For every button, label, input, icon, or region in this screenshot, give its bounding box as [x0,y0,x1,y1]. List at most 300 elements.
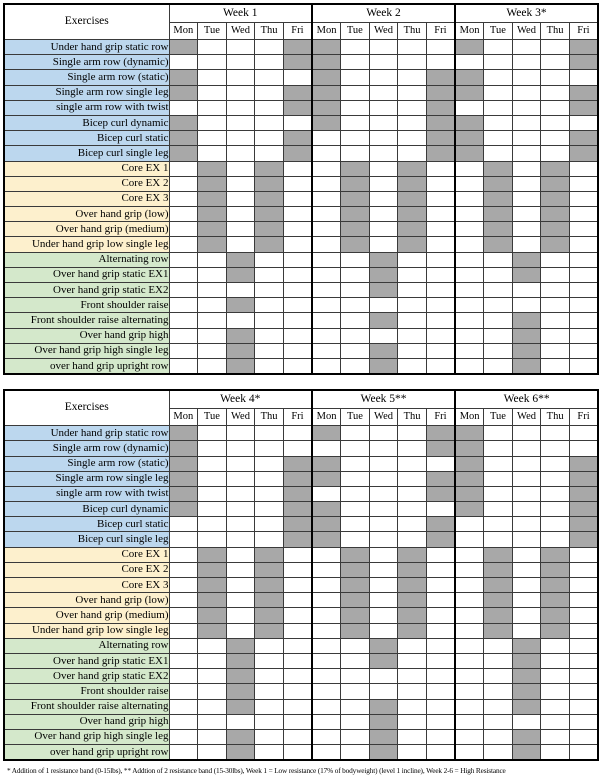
empty-cell[interactable] [541,426,570,441]
scheduled-cell[interactable] [169,471,198,486]
empty-cell[interactable] [226,222,255,237]
empty-cell[interactable] [541,115,570,130]
empty-cell[interactable] [455,358,484,374]
empty-cell[interactable] [341,283,370,298]
empty-cell[interactable] [341,714,370,729]
empty-cell[interactable] [541,55,570,70]
scheduled-cell[interactable] [569,486,598,501]
empty-cell[interactable] [341,471,370,486]
empty-cell[interactable] [569,207,598,222]
empty-cell[interactable] [484,252,513,267]
empty-cell[interactable] [426,638,455,653]
empty-cell[interactable] [255,502,284,517]
empty-cell[interactable] [341,131,370,146]
scheduled-cell[interactable] [484,562,513,577]
scheduled-cell[interactable] [255,623,284,638]
scheduled-cell[interactable] [569,100,598,115]
empty-cell[interactable] [369,562,398,577]
empty-cell[interactable] [312,638,341,653]
empty-cell[interactable] [426,608,455,623]
empty-cell[interactable] [341,298,370,313]
scheduled-cell[interactable] [512,358,541,374]
empty-cell[interactable] [283,313,312,328]
empty-cell[interactable] [198,471,227,486]
empty-cell[interactable] [455,55,484,70]
empty-cell[interactable] [283,191,312,206]
empty-cell[interactable] [312,562,341,577]
empty-cell[interactable] [341,638,370,653]
scheduled-cell[interactable] [541,608,570,623]
scheduled-cell[interactable] [312,115,341,130]
empty-cell[interactable] [255,471,284,486]
empty-cell[interactable] [398,343,427,358]
empty-cell[interactable] [512,517,541,532]
scheduled-cell[interactable] [255,593,284,608]
empty-cell[interactable] [198,684,227,699]
empty-cell[interactable] [541,456,570,471]
empty-cell[interactable] [312,313,341,328]
scheduled-cell[interactable] [226,298,255,313]
empty-cell[interactable] [541,653,570,668]
empty-cell[interactable] [484,313,513,328]
empty-cell[interactable] [255,532,284,547]
scheduled-cell[interactable] [398,608,427,623]
empty-cell[interactable] [255,456,284,471]
empty-cell[interactable] [312,699,341,714]
empty-cell[interactable] [369,70,398,85]
empty-cell[interactable] [341,70,370,85]
empty-cell[interactable] [426,669,455,684]
empty-cell[interactable] [398,252,427,267]
empty-cell[interactable] [541,283,570,298]
empty-cell[interactable] [398,283,427,298]
empty-cell[interactable] [169,517,198,532]
scheduled-cell[interactable] [283,471,312,486]
empty-cell[interactable] [226,486,255,501]
empty-cell[interactable] [569,638,598,653]
empty-cell[interactable] [484,441,513,456]
empty-cell[interactable] [312,207,341,222]
empty-cell[interactable] [198,131,227,146]
empty-cell[interactable] [541,638,570,653]
empty-cell[interactable] [369,486,398,501]
empty-cell[interactable] [341,486,370,501]
empty-cell[interactable] [569,237,598,252]
empty-cell[interactable] [312,328,341,343]
scheduled-cell[interactable] [198,578,227,593]
empty-cell[interactable] [283,252,312,267]
empty-cell[interactable] [369,146,398,161]
scheduled-cell[interactable] [312,532,341,547]
empty-cell[interactable] [484,146,513,161]
scheduled-cell[interactable] [398,593,427,608]
empty-cell[interactable] [569,669,598,684]
empty-cell[interactable] [455,623,484,638]
empty-cell[interactable] [569,714,598,729]
empty-cell[interactable] [341,252,370,267]
empty-cell[interactable] [426,252,455,267]
empty-cell[interactable] [426,684,455,699]
scheduled-cell[interactable] [341,593,370,608]
empty-cell[interactable] [169,608,198,623]
empty-cell[interactable] [283,328,312,343]
scheduled-cell[interactable] [455,146,484,161]
empty-cell[interactable] [341,426,370,441]
empty-cell[interactable] [398,653,427,668]
empty-cell[interactable] [226,456,255,471]
empty-cell[interactable] [255,699,284,714]
empty-cell[interactable] [169,267,198,282]
empty-cell[interactable] [255,441,284,456]
empty-cell[interactable] [455,562,484,577]
empty-cell[interactable] [455,161,484,176]
scheduled-cell[interactable] [455,85,484,100]
empty-cell[interactable] [512,55,541,70]
scheduled-cell[interactable] [226,729,255,744]
scheduled-cell[interactable] [169,85,198,100]
scheduled-cell[interactable] [226,699,255,714]
empty-cell[interactable] [541,517,570,532]
empty-cell[interactable] [255,100,284,115]
empty-cell[interactable] [169,207,198,222]
empty-cell[interactable] [198,267,227,282]
scheduled-cell[interactable] [369,283,398,298]
empty-cell[interactable] [512,115,541,130]
empty-cell[interactable] [426,562,455,577]
scheduled-cell[interactable] [226,638,255,653]
scheduled-cell[interactable] [226,669,255,684]
scheduled-cell[interactable] [426,131,455,146]
empty-cell[interactable] [512,532,541,547]
empty-cell[interactable] [198,502,227,517]
scheduled-cell[interactable] [169,502,198,517]
empty-cell[interactable] [226,714,255,729]
empty-cell[interactable] [484,502,513,517]
scheduled-cell[interactable] [312,502,341,517]
empty-cell[interactable] [398,714,427,729]
empty-cell[interactable] [226,471,255,486]
empty-cell[interactable] [169,593,198,608]
empty-cell[interactable] [226,517,255,532]
empty-cell[interactable] [283,222,312,237]
scheduled-cell[interactable] [426,70,455,85]
empty-cell[interactable] [198,714,227,729]
empty-cell[interactable] [169,161,198,176]
empty-cell[interactable] [198,358,227,374]
empty-cell[interactable] [169,343,198,358]
empty-cell[interactable] [198,653,227,668]
empty-cell[interactable] [512,146,541,161]
empty-cell[interactable] [455,745,484,761]
scheduled-cell[interactable] [369,638,398,653]
empty-cell[interactable] [369,100,398,115]
scheduled-cell[interactable] [198,207,227,222]
empty-cell[interactable] [541,684,570,699]
empty-cell[interactable] [569,328,598,343]
empty-cell[interactable] [398,684,427,699]
empty-cell[interactable] [484,70,513,85]
empty-cell[interactable] [426,237,455,252]
scheduled-cell[interactable] [455,115,484,130]
empty-cell[interactable] [169,547,198,562]
scheduled-cell[interactable] [255,562,284,577]
scheduled-cell[interactable] [369,358,398,374]
scheduled-cell[interactable] [341,237,370,252]
scheduled-cell[interactable] [312,517,341,532]
scheduled-cell[interactable] [341,608,370,623]
empty-cell[interactable] [198,441,227,456]
empty-cell[interactable] [255,298,284,313]
empty-cell[interactable] [226,502,255,517]
empty-cell[interactable] [512,486,541,501]
empty-cell[interactable] [569,653,598,668]
scheduled-cell[interactable] [541,623,570,638]
empty-cell[interactable] [226,562,255,577]
empty-cell[interactable] [312,578,341,593]
empty-cell[interactable] [569,745,598,761]
empty-cell[interactable] [198,70,227,85]
scheduled-cell[interactable] [512,313,541,328]
empty-cell[interactable] [398,328,427,343]
scheduled-cell[interactable] [312,70,341,85]
empty-cell[interactable] [312,176,341,191]
empty-cell[interactable] [169,653,198,668]
empty-cell[interactable] [484,40,513,55]
scheduled-cell[interactable] [198,176,227,191]
empty-cell[interactable] [226,608,255,623]
empty-cell[interactable] [484,638,513,653]
empty-cell[interactable] [369,115,398,130]
scheduled-cell[interactable] [512,267,541,282]
empty-cell[interactable] [198,699,227,714]
scheduled-cell[interactable] [569,471,598,486]
empty-cell[interactable] [369,207,398,222]
scheduled-cell[interactable] [341,222,370,237]
empty-cell[interactable] [541,146,570,161]
empty-cell[interactable] [484,532,513,547]
empty-cell[interactable] [569,547,598,562]
empty-cell[interactable] [398,456,427,471]
empty-cell[interactable] [512,131,541,146]
empty-cell[interactable] [341,343,370,358]
empty-cell[interactable] [198,40,227,55]
scheduled-cell[interactable] [341,191,370,206]
scheduled-cell[interactable] [569,517,598,532]
empty-cell[interactable] [426,298,455,313]
scheduled-cell[interactable] [283,131,312,146]
empty-cell[interactable] [398,471,427,486]
scheduled-cell[interactable] [312,100,341,115]
empty-cell[interactable] [398,55,427,70]
scheduled-cell[interactable] [541,593,570,608]
empty-cell[interactable] [341,669,370,684]
empty-cell[interactable] [569,176,598,191]
empty-cell[interactable] [255,55,284,70]
scheduled-cell[interactable] [569,532,598,547]
empty-cell[interactable] [369,456,398,471]
empty-cell[interactable] [341,85,370,100]
empty-cell[interactable] [369,517,398,532]
empty-cell[interactable] [255,252,284,267]
empty-cell[interactable] [398,313,427,328]
empty-cell[interactable] [369,578,398,593]
empty-cell[interactable] [484,699,513,714]
scheduled-cell[interactable] [283,517,312,532]
empty-cell[interactable] [341,115,370,130]
empty-cell[interactable] [541,328,570,343]
empty-cell[interactable] [226,161,255,176]
scheduled-cell[interactable] [369,343,398,358]
scheduled-cell[interactable] [512,252,541,267]
empty-cell[interactable] [455,608,484,623]
empty-cell[interactable] [341,502,370,517]
empty-cell[interactable] [512,161,541,176]
scheduled-cell[interactable] [541,161,570,176]
empty-cell[interactable] [426,456,455,471]
empty-cell[interactable] [283,623,312,638]
empty-cell[interactable] [512,298,541,313]
scheduled-cell[interactable] [255,547,284,562]
empty-cell[interactable] [455,237,484,252]
scheduled-cell[interactable] [541,176,570,191]
empty-cell[interactable] [169,532,198,547]
scheduled-cell[interactable] [455,131,484,146]
scheduled-cell[interactable] [169,456,198,471]
empty-cell[interactable] [455,532,484,547]
empty-cell[interactable] [341,100,370,115]
empty-cell[interactable] [198,456,227,471]
empty-cell[interactable] [226,532,255,547]
empty-cell[interactable] [283,714,312,729]
empty-cell[interactable] [541,298,570,313]
empty-cell[interactable] [455,653,484,668]
empty-cell[interactable] [312,623,341,638]
empty-cell[interactable] [283,283,312,298]
empty-cell[interactable] [369,237,398,252]
empty-cell[interactable] [512,471,541,486]
empty-cell[interactable] [484,456,513,471]
empty-cell[interactable] [569,115,598,130]
scheduled-cell[interactable] [484,176,513,191]
empty-cell[interactable] [341,146,370,161]
empty-cell[interactable] [369,593,398,608]
empty-cell[interactable] [255,714,284,729]
scheduled-cell[interactable] [512,638,541,653]
empty-cell[interactable] [283,699,312,714]
empty-cell[interactable] [169,176,198,191]
empty-cell[interactable] [541,502,570,517]
empty-cell[interactable] [369,502,398,517]
scheduled-cell[interactable] [312,426,341,441]
scheduled-cell[interactable] [512,729,541,744]
empty-cell[interactable] [398,131,427,146]
empty-cell[interactable] [169,669,198,684]
scheduled-cell[interactable] [255,237,284,252]
empty-cell[interactable] [283,593,312,608]
empty-cell[interactable] [569,343,598,358]
empty-cell[interactable] [312,547,341,562]
scheduled-cell[interactable] [569,85,598,100]
empty-cell[interactable] [198,638,227,653]
empty-cell[interactable] [226,283,255,298]
empty-cell[interactable] [398,298,427,313]
empty-cell[interactable] [484,669,513,684]
scheduled-cell[interactable] [226,267,255,282]
empty-cell[interactable] [569,441,598,456]
empty-cell[interactable] [512,623,541,638]
empty-cell[interactable] [169,252,198,267]
scheduled-cell[interactable] [169,115,198,130]
empty-cell[interactable] [198,313,227,328]
empty-cell[interactable] [283,562,312,577]
empty-cell[interactable] [455,176,484,191]
scheduled-cell[interactable] [226,684,255,699]
empty-cell[interactable] [341,267,370,282]
scheduled-cell[interactable] [455,471,484,486]
empty-cell[interactable] [398,267,427,282]
scheduled-cell[interactable] [283,55,312,70]
empty-cell[interactable] [369,532,398,547]
scheduled-cell[interactable] [198,191,227,206]
empty-cell[interactable] [255,146,284,161]
scheduled-cell[interactable] [283,100,312,115]
empty-cell[interactable] [198,55,227,70]
empty-cell[interactable] [169,358,198,374]
empty-cell[interactable] [426,313,455,328]
scheduled-cell[interactable] [283,532,312,547]
scheduled-cell[interactable] [369,313,398,328]
empty-cell[interactable] [255,283,284,298]
empty-cell[interactable] [484,729,513,744]
empty-cell[interactable] [569,684,598,699]
empty-cell[interactable] [541,131,570,146]
empty-cell[interactable] [283,343,312,358]
empty-cell[interactable] [255,40,284,55]
empty-cell[interactable] [455,100,484,115]
empty-cell[interactable] [426,55,455,70]
empty-cell[interactable] [198,283,227,298]
empty-cell[interactable] [484,517,513,532]
empty-cell[interactable] [255,486,284,501]
scheduled-cell[interactable] [512,669,541,684]
empty-cell[interactable] [341,456,370,471]
empty-cell[interactable] [569,729,598,744]
scheduled-cell[interactable] [169,146,198,161]
empty-cell[interactable] [169,623,198,638]
empty-cell[interactable] [255,745,284,761]
scheduled-cell[interactable] [398,547,427,562]
empty-cell[interactable] [283,115,312,130]
empty-cell[interactable] [512,207,541,222]
empty-cell[interactable] [569,608,598,623]
empty-cell[interactable] [169,191,198,206]
empty-cell[interactable] [198,85,227,100]
scheduled-cell[interactable] [484,207,513,222]
empty-cell[interactable] [512,714,541,729]
empty-cell[interactable] [484,115,513,130]
empty-cell[interactable] [341,40,370,55]
empty-cell[interactable] [312,343,341,358]
scheduled-cell[interactable] [398,207,427,222]
empty-cell[interactable] [169,313,198,328]
empty-cell[interactable] [283,578,312,593]
empty-cell[interactable] [512,191,541,206]
empty-cell[interactable] [226,85,255,100]
empty-cell[interactable] [569,298,598,313]
scheduled-cell[interactable] [484,237,513,252]
scheduled-cell[interactable] [198,547,227,562]
empty-cell[interactable] [198,298,227,313]
